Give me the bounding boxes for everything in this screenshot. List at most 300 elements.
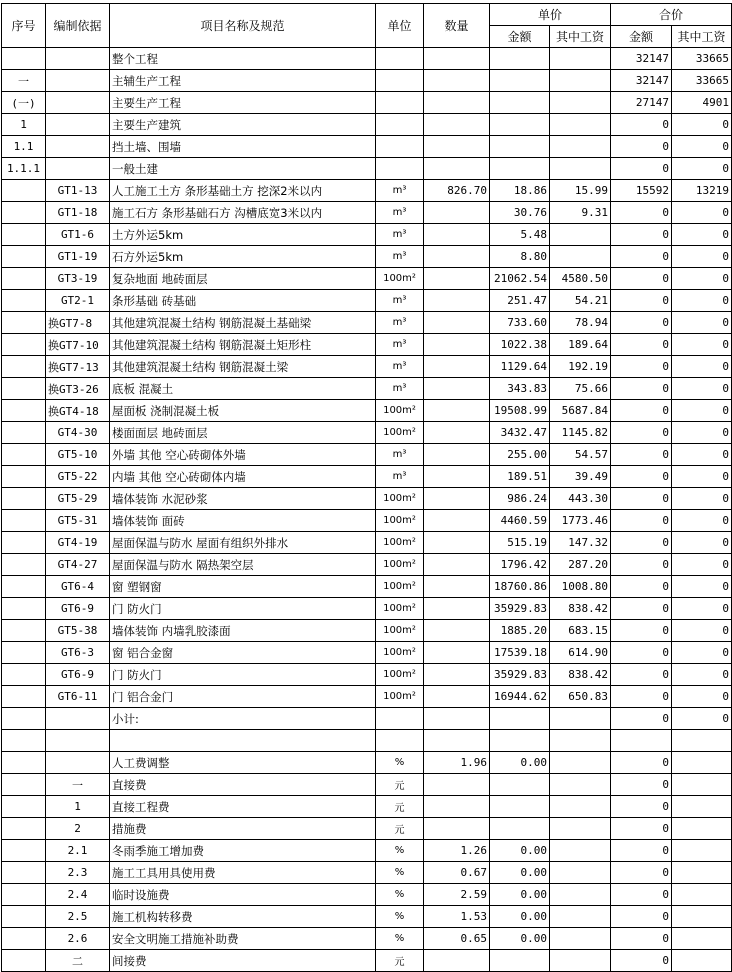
table-row — [2, 708, 732, 730]
cell-qty — [424, 422, 490, 444]
cell-code — [46, 730, 110, 752]
cell-unit: 100m² — [376, 488, 424, 510]
cell-qty — [424, 158, 490, 180]
cell-item-name: 窗 铝合金窗 — [110, 642, 376, 664]
table-row — [2, 554, 732, 576]
cell-unit-amount — [490, 114, 550, 136]
cell-total-labor — [672, 796, 732, 818]
cell-seq — [2, 246, 46, 268]
cell-qty — [424, 224, 490, 246]
cell-unit — [376, 92, 424, 114]
cell-unit: % — [376, 906, 424, 928]
cell-unit: 100m² — [376, 686, 424, 708]
cell-seq — [2, 664, 46, 686]
header-row-top — [2, 4, 732, 26]
table-row — [2, 510, 732, 532]
cell-qty — [424, 268, 490, 290]
cell-item-name: 临时设施费 — [110, 884, 376, 906]
header-unit-labor: 其中工资 — [550, 26, 611, 48]
cell-code — [46, 92, 110, 114]
table-row — [2, 48, 732, 70]
cell-total-amount: 0 — [611, 202, 672, 224]
cell-seq — [2, 774, 46, 796]
cell-unit-labor: 78.94 — [550, 312, 611, 334]
table-row — [2, 444, 732, 466]
cell-code: GT5-10 — [46, 444, 110, 466]
cell-item-name: 石方外运5km — [110, 246, 376, 268]
cell-total-amount: 0 — [611, 598, 672, 620]
cell-code: 一 — [46, 774, 110, 796]
cell-unit-labor — [550, 796, 611, 818]
cell-total-labor — [672, 774, 732, 796]
cell-qty — [424, 774, 490, 796]
cell-total-labor — [672, 862, 732, 884]
cell-unit-labor: 650.83 — [550, 686, 611, 708]
cell-total-amount: 27147 — [611, 92, 672, 114]
cell-total-amount: 0 — [611, 224, 672, 246]
cell-unit: 元 — [376, 774, 424, 796]
cell-total-labor: 0 — [672, 444, 732, 466]
cell-unit-amount: 189.51 — [490, 466, 550, 488]
cell-seq — [2, 708, 46, 730]
cell-item-name: 墙体装饰 内墙乳胶漆面 — [110, 620, 376, 642]
cell-code: 二 — [46, 950, 110, 972]
cell-unit-labor — [550, 752, 611, 774]
cell-code — [46, 48, 110, 70]
cell-item-name: 条形基础 砖基础 — [110, 290, 376, 312]
cell-total-labor — [672, 730, 732, 752]
cell-unit-amount: 0.00 — [490, 906, 550, 928]
cell-total-labor: 0 — [672, 246, 732, 268]
cell-item-name: 门 防火门 — [110, 598, 376, 620]
cell-seq — [2, 818, 46, 840]
cell-unit-amount: 1796.42 — [490, 554, 550, 576]
cell-qty — [424, 950, 490, 972]
cell-code: 2 — [46, 818, 110, 840]
cell-unit-labor — [550, 224, 611, 246]
cell-total-amount: 0 — [611, 928, 672, 950]
cell-code — [46, 70, 110, 92]
cell-unit: 100m² — [376, 620, 424, 642]
cell-total-labor: 0 — [672, 642, 732, 664]
cell-seq — [2, 400, 46, 422]
cell-unit-amount: 733.60 — [490, 312, 550, 334]
cell-code: 换GT3-26 — [46, 378, 110, 400]
cell-total-labor: 33665 — [672, 48, 732, 70]
cell-code: 2.5 — [46, 906, 110, 928]
cell-unit: % — [376, 840, 424, 862]
table-row — [2, 246, 732, 268]
cell-unit: m³ — [376, 378, 424, 400]
table-row — [2, 950, 732, 972]
cell-unit-labor — [550, 774, 611, 796]
cell-total-labor: 0 — [672, 686, 732, 708]
cell-code: GT6-11 — [46, 686, 110, 708]
cell-total-amount: 0 — [611, 290, 672, 312]
cell-unit-amount — [490, 950, 550, 972]
cell-seq — [2, 950, 46, 972]
cell-total-labor: 0 — [672, 334, 732, 356]
cell-unit-labor: 9.31 — [550, 202, 611, 224]
table-row — [2, 356, 732, 378]
cell-qty: 1.26 — [424, 840, 490, 862]
cell-item-name: 人工施工土方 条形基础土方 挖深2米以内 — [110, 180, 376, 202]
table-row — [2, 796, 732, 818]
cell-total-amount: 0 — [611, 510, 672, 532]
cell-qty — [424, 334, 490, 356]
cell-code: GT4-30 — [46, 422, 110, 444]
header-unit-amount: 金额 — [490, 26, 550, 48]
cell-total-amount: 0 — [611, 708, 672, 730]
cell-unit-amount: 515.19 — [490, 532, 550, 554]
cell-total-labor: 0 — [672, 532, 732, 554]
cell-total-labor — [672, 950, 732, 972]
cell-item-name: 主要生产建筑 — [110, 114, 376, 136]
cell-unit: m³ — [376, 312, 424, 334]
cell-code: 换GT7-8 — [46, 312, 110, 334]
cell-item-name: 主要生产工程 — [110, 92, 376, 114]
cell-qty: 0.65 — [424, 928, 490, 950]
cell-unit-labor: 1773.46 — [550, 510, 611, 532]
cell-unit: 元 — [376, 796, 424, 818]
cell-unit: m³ — [376, 356, 424, 378]
cell-unit: % — [376, 752, 424, 774]
table-row — [2, 466, 732, 488]
header-item: 项目名称及规范 — [110, 4, 376, 48]
cell-unit-labor: 192.19 — [550, 356, 611, 378]
cell-item-name: 底板 混凝土 — [110, 378, 376, 400]
cell-unit: 100m² — [376, 576, 424, 598]
cell-unit-amount: 16944.62 — [490, 686, 550, 708]
table-row — [2, 642, 732, 664]
cell-qty — [424, 136, 490, 158]
cell-unit-amount — [490, 730, 550, 752]
cell-code: 换GT4-18 — [46, 400, 110, 422]
cell-unit-labor — [550, 246, 611, 268]
cell-qty — [424, 576, 490, 598]
cell-item-name: 其他建筑混凝土结构 钢筋混凝土矩形柱 — [110, 334, 376, 356]
cell-code: GT2-1 — [46, 290, 110, 312]
cell-item-name: 直接工程费 — [110, 796, 376, 818]
cell-unit-labor — [550, 708, 611, 730]
table-row — [2, 334, 732, 356]
cell-total-amount: 0 — [611, 246, 672, 268]
cell-unit-amount: 35929.83 — [490, 598, 550, 620]
cell-item-name: 外墙 其他 空心砖砌体外墙 — [110, 444, 376, 466]
cell-item-name: 墙体装饰 水泥砂浆 — [110, 488, 376, 510]
cell-total-amount: 0 — [611, 532, 672, 554]
cell-qty — [424, 510, 490, 532]
cell-unit-amount: 986.24 — [490, 488, 550, 510]
cell-item-name: 土方外运5km — [110, 224, 376, 246]
cell-seq — [2, 642, 46, 664]
cell-item-name: 施工石方 条形基础石方 沟槽底宽3米以内 — [110, 202, 376, 224]
table-row — [2, 752, 732, 774]
cell-total-labor: 0 — [672, 114, 732, 136]
cell-unit-amount: 255.00 — [490, 444, 550, 466]
cell-qty — [424, 202, 490, 224]
cell-total-amount: 15592 — [611, 180, 672, 202]
cell-item-name: 施工机构转移费 — [110, 906, 376, 928]
cell-unit-labor: 838.42 — [550, 664, 611, 686]
cell-total-amount: 0 — [611, 378, 672, 400]
cell-total-labor: 0 — [672, 312, 732, 334]
cell-item-name: 其他建筑混凝土结构 钢筋混凝土梁 — [110, 356, 376, 378]
table-row — [2, 136, 732, 158]
cell-qty — [424, 400, 490, 422]
cell-unit-amount: 21062.54 — [490, 268, 550, 290]
cell-seq: (一) — [2, 92, 46, 114]
cell-unit-labor: 189.64 — [550, 334, 611, 356]
header-basis: 编制依据 — [46, 4, 110, 48]
cell-total-amount: 0 — [611, 466, 672, 488]
cell-total-amount: 0 — [611, 136, 672, 158]
table-row — [2, 92, 732, 114]
cell-total-labor: 0 — [672, 576, 732, 598]
table-row — [2, 686, 732, 708]
cell-qty — [424, 70, 490, 92]
cell-unit-amount: 35929.83 — [490, 664, 550, 686]
cell-seq — [2, 928, 46, 950]
cell-total-labor: 0 — [672, 620, 732, 642]
cell-item-name: 挡土墙、围墙 — [110, 136, 376, 158]
cell-code: 2.4 — [46, 884, 110, 906]
cell-unit-labor: 147.32 — [550, 532, 611, 554]
cell-item-name: 内墙 其他 空心砖砌体内墙 — [110, 466, 376, 488]
cell-item-name: 屋面板 浇制混凝土板 — [110, 400, 376, 422]
cell-item-name: 直接费 — [110, 774, 376, 796]
cell-unit-labor — [550, 158, 611, 180]
cell-unit-labor: 39.49 — [550, 466, 611, 488]
cell-unit: 元 — [376, 818, 424, 840]
cell-unit-amount: 1022.38 — [490, 334, 550, 356]
cell-item-name: 屋面保温与防水 屋面有组织外排水 — [110, 532, 376, 554]
cell-qty: 2.59 — [424, 884, 490, 906]
cell-unit — [376, 114, 424, 136]
header-unit-price: 单价 — [490, 4, 611, 26]
cell-code: 换GT7-10 — [46, 334, 110, 356]
cell-total-labor: 0 — [672, 488, 732, 510]
cell-qty — [424, 730, 490, 752]
cell-total-amount: 0 — [611, 620, 672, 642]
cell-unit-amount: 343.83 — [490, 378, 550, 400]
cell-unit-labor: 15.99 — [550, 180, 611, 202]
cell-unit — [376, 70, 424, 92]
table-row — [2, 730, 732, 752]
cell-total-labor: 0 — [672, 202, 732, 224]
cell-seq — [2, 730, 46, 752]
cell-qty — [424, 356, 490, 378]
cell-code: GT4-19 — [46, 532, 110, 554]
cell-unit: 100m² — [376, 664, 424, 686]
cell-code: GT1-13 — [46, 180, 110, 202]
table-row — [2, 400, 732, 422]
cell-total-amount: 0 — [611, 268, 672, 290]
cell-unit-labor: 54.21 — [550, 290, 611, 312]
cell-unit-labor: 54.57 — [550, 444, 611, 466]
table-row — [2, 158, 732, 180]
table-row — [2, 818, 732, 840]
cell-unit: 100m² — [376, 422, 424, 444]
cell-total-amount — [611, 730, 672, 752]
cell-total-amount: 0 — [611, 950, 672, 972]
cell-unit-labor: 1145.82 — [550, 422, 611, 444]
cell-qty — [424, 378, 490, 400]
cell-seq: 1 — [2, 114, 46, 136]
cell-item-name: 复杂地面 地砖面层 — [110, 268, 376, 290]
cell-qty — [424, 708, 490, 730]
cell-total-amount: 0 — [611, 444, 672, 466]
cell-total-amount: 0 — [611, 862, 672, 884]
table-row — [2, 70, 732, 92]
cell-total-amount: 0 — [611, 576, 672, 598]
cell-total-labor: 0 — [672, 510, 732, 532]
cell-qty — [424, 664, 490, 686]
cell-total-amount: 0 — [611, 158, 672, 180]
table-row — [2, 532, 732, 554]
cell-seq: 1.1.1 — [2, 158, 46, 180]
cell-unit-labor — [550, 862, 611, 884]
cell-code: GT5-31 — [46, 510, 110, 532]
cell-total-labor: 0 — [672, 598, 732, 620]
cell-seq — [2, 312, 46, 334]
cell-seq — [2, 422, 46, 444]
cell-total-amount: 0 — [611, 554, 672, 576]
cell-item-name: 施工工具用具使用费 — [110, 862, 376, 884]
cell-unit-labor — [550, 928, 611, 950]
cell-unit — [376, 48, 424, 70]
cell-unit-labor: 443.30 — [550, 488, 611, 510]
cell-total-amount: 0 — [611, 796, 672, 818]
table-row — [2, 906, 732, 928]
cell-unit: m³ — [376, 466, 424, 488]
cell-seq — [2, 334, 46, 356]
cell-seq — [2, 356, 46, 378]
cell-item-name: 窗 塑钢窗 — [110, 576, 376, 598]
cell-seq — [2, 862, 46, 884]
cell-unit-amount: 1129.64 — [490, 356, 550, 378]
cell-unit: m³ — [376, 180, 424, 202]
cell-seq — [2, 620, 46, 642]
cell-unit-labor: 287.20 — [550, 554, 611, 576]
cell-unit-amount: 0.00 — [490, 928, 550, 950]
cell-total-labor: 0 — [672, 466, 732, 488]
table-row — [2, 202, 732, 224]
cell-total-labor: 0 — [672, 158, 732, 180]
cell-unit — [376, 136, 424, 158]
cell-unit: 元 — [376, 950, 424, 972]
budget-table — [1, 3, 732, 972]
cell-unit — [376, 158, 424, 180]
cell-qty — [424, 488, 490, 510]
cell-unit-amount: 0.00 — [490, 752, 550, 774]
cell-unit — [376, 708, 424, 730]
cell-unit-amount: 18.86 — [490, 180, 550, 202]
cell-unit-labor — [550, 48, 611, 70]
cell-total-labor — [672, 840, 732, 862]
cell-total-amount: 0 — [611, 752, 672, 774]
cell-unit-labor — [550, 70, 611, 92]
cell-total-amount: 0 — [611, 664, 672, 686]
cell-unit: 100m² — [376, 532, 424, 554]
cell-item-name: 一般土建 — [110, 158, 376, 180]
cell-unit-amount — [490, 796, 550, 818]
cell-qty — [424, 246, 490, 268]
cell-unit-amount: 0.00 — [490, 884, 550, 906]
cell-seq — [2, 378, 46, 400]
cell-unit: m³ — [376, 444, 424, 466]
table-row — [2, 312, 732, 334]
cell-item-name: 门 铝合金门 — [110, 686, 376, 708]
cell-unit: % — [376, 928, 424, 950]
cell-unit-amount: 0.00 — [490, 840, 550, 862]
header-total-amount: 金额 — [611, 26, 672, 48]
header-seq: 序号 — [2, 4, 46, 48]
cell-unit: % — [376, 884, 424, 906]
cell-unit: m³ — [376, 290, 424, 312]
cell-unit-labor: 614.90 — [550, 642, 611, 664]
cell-unit-amount — [490, 158, 550, 180]
cell-unit-amount: 251.47 — [490, 290, 550, 312]
cell-code: GT6-9 — [46, 598, 110, 620]
cell-seq — [2, 268, 46, 290]
cell-qty — [424, 466, 490, 488]
cell-seq — [2, 884, 46, 906]
cell-total-labor: 0 — [672, 422, 732, 444]
cell-unit-amount: 0.00 — [490, 862, 550, 884]
cell-qty — [424, 444, 490, 466]
cell-qty — [424, 312, 490, 334]
cell-qty — [424, 620, 490, 642]
cell-seq — [2, 554, 46, 576]
cell-total-amount: 0 — [611, 818, 672, 840]
cell-seq — [2, 180, 46, 202]
cell-code: GT5-29 — [46, 488, 110, 510]
cell-unit: m³ — [376, 224, 424, 246]
cell-total-labor: 4901 — [672, 92, 732, 114]
cell-unit-amount — [490, 70, 550, 92]
cell-seq — [2, 752, 46, 774]
header-total-labor: 其中工资 — [672, 26, 732, 48]
header-total-price: 合价 — [611, 4, 732, 26]
cell-total-amount: 32147 — [611, 48, 672, 70]
cell-unit-amount — [490, 818, 550, 840]
cell-unit-amount — [490, 708, 550, 730]
table-row — [2, 576, 732, 598]
cell-item-name: 其他建筑混凝土结构 钢筋混凝土基础梁 — [110, 312, 376, 334]
cell-item-name: 小计: — [110, 708, 376, 730]
cell-unit-amount: 4460.59 — [490, 510, 550, 532]
cell-unit-labor — [550, 950, 611, 972]
cell-code: GT3-19 — [46, 268, 110, 290]
cell-item-name: 门 防火门 — [110, 664, 376, 686]
cell-qty — [424, 290, 490, 312]
table-row — [2, 862, 732, 884]
cell-unit-labor — [550, 840, 611, 862]
cell-code: GT5-38 — [46, 620, 110, 642]
cell-code: GT4-27 — [46, 554, 110, 576]
cell-item-name: 墙体装饰 面砖 — [110, 510, 376, 532]
cell-item-name: 间接费 — [110, 950, 376, 972]
cell-code — [46, 114, 110, 136]
cell-unit: 100m² — [376, 400, 424, 422]
cell-code: GT1-6 — [46, 224, 110, 246]
table-row — [2, 114, 732, 136]
cell-total-labor: 0 — [672, 378, 732, 400]
table-row — [2, 378, 732, 400]
cell-total-amount: 0 — [611, 840, 672, 862]
cell-unit-amount: 30.76 — [490, 202, 550, 224]
